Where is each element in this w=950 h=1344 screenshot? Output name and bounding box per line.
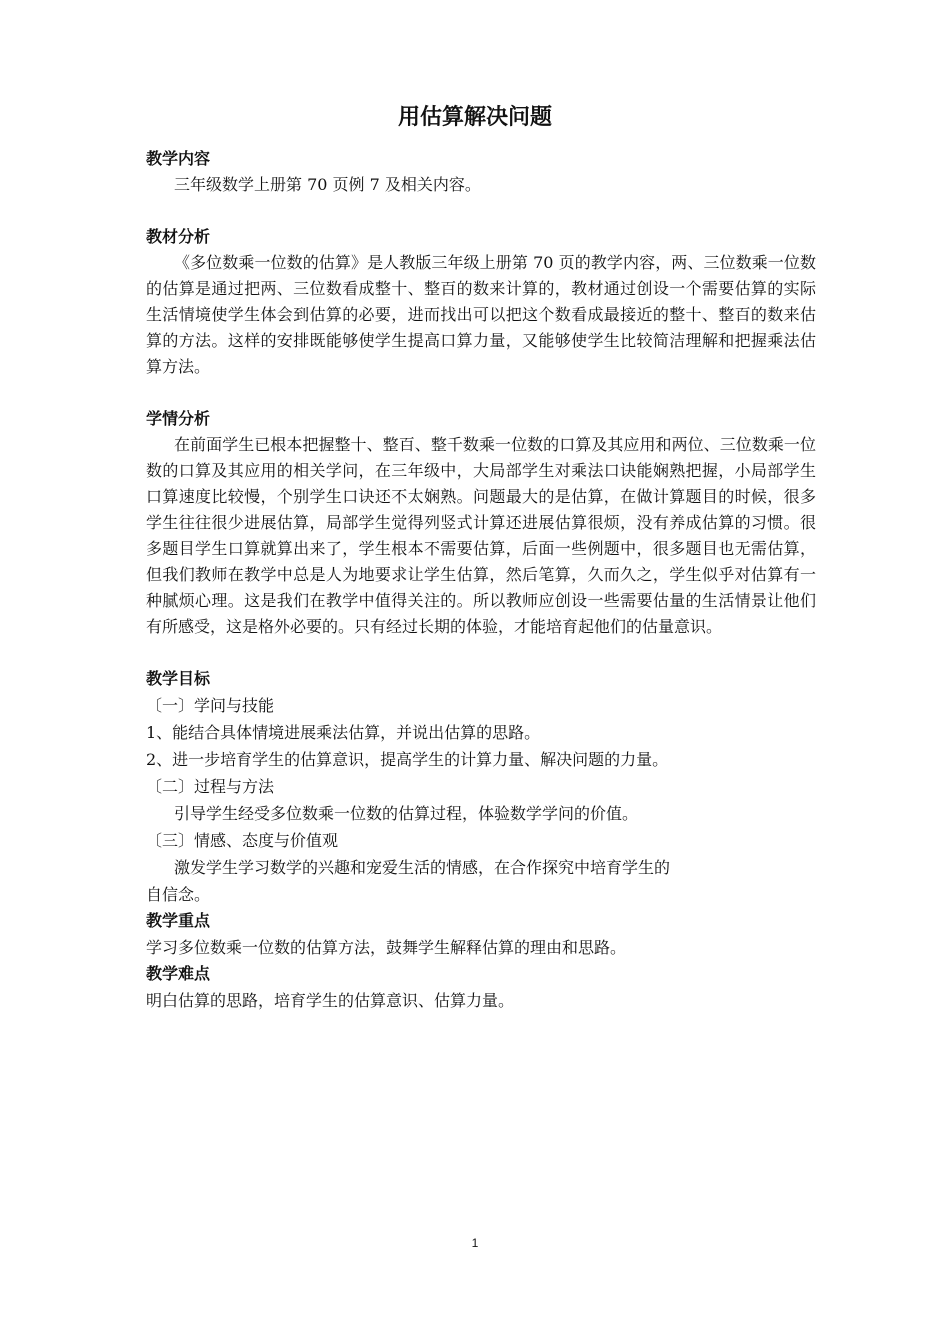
section-heading-textbook: 教材分析 — [146, 227, 211, 246]
document-title: 用估算解决问题 — [397, 105, 552, 130]
section-text-key: 学习多位数乘一位数的估算方法，鼓舞学生解释估算的理由和思路。 — [146, 938, 627, 957]
goals-text-process: 引导学生经受多位数乘一位数的估算过程，体验数学学问的价值。 — [174, 804, 639, 823]
goals-text-attitude-line2: 自信念。 — [146, 885, 211, 904]
goals-subheading-attitude: 〔三〕情感、态度与价值观 — [146, 831, 339, 850]
section-text-textbook: 《多位数乘一位数的估算》是人教版三年级上册第 70 页的教学内容，两、三位数乘一位数的估算是通过把两、三位数看成整十、整百的数来计算的，教材通过创设一个需要估算的实际生活情境使学生体会到估算的必要，进而找出可以把这个数看成最接近的整十、整百的数来估算的方法。这样的安排既能够使学生提高口算力量，又能够使学生比较简洁理解和把握乘法估算方法。 — [146, 253, 816, 376]
section-text-content: 三年级数学上册第 70 页例 7 及相关内容。 — [174, 175, 481, 194]
section-heading-key: 教学重点 — [146, 911, 211, 930]
goals-text-attitude-line1: 激发学生学习数学的兴趣和宠爱生活的情感，在合作探究中培育学生的 — [174, 858, 671, 877]
section-heading-students: 学情分析 — [146, 409, 211, 428]
goals-subheading-knowledge: 〔一〕学问与技能 — [146, 696, 275, 715]
section-text-difficulty: 明白估算的思路，培育学生的估算意识、估算力量。 — [146, 991, 515, 1010]
page-number: 1 — [471, 1236, 479, 1250]
section-text-students: 在前面学生已根本把握整十、整百、整千数乘一位数的口算及其应用和两位、三位数乘一位数的口算及其应用的相关学问，在三年级中，大局部学生对乘法口诀能娴熟把握，小局部学生口算速度比较慢，个别学生口诀还不太娴熟。问题最大的是估算，在做计算题目的时候，很多学生往往很少进展估算，局部学生觉得列竖式计算还进展估算很烦，没有养成估算的习惯。很多题目学生口算就算出来了，学生根本不需要估算，后面一些例题中，很多题目也无需估算，但我们教师在教学中总是人为地要求让学生估算，然后笔算，久而久之，学生似乎对估算有一种腻烦心理。这是我们在教学中值得关注的。所以教师应创设一些需要估量的生活情景让他们有所感受，这是格外必要的。只有经过长期的体验，才能培育起他们的估量意识。 — [146, 435, 816, 636]
section-heading-difficulty: 教学难点 — [146, 964, 211, 983]
goals-item-1: 1、能结合具体情境进展乘法估算，并说出估算的思路。 — [146, 723, 541, 742]
document-body — [146, 146, 816, 1014]
section-heading-goals: 教学目标 — [146, 669, 211, 688]
goals-item-2: 2、进一步培育学生的估算意识，提高学生的计算力量、解决问题的力量。 — [146, 750, 669, 769]
goals-subheading-process: 〔二〕过程与方法 — [146, 777, 275, 796]
section-heading-content: 教学内容 — [146, 149, 211, 168]
